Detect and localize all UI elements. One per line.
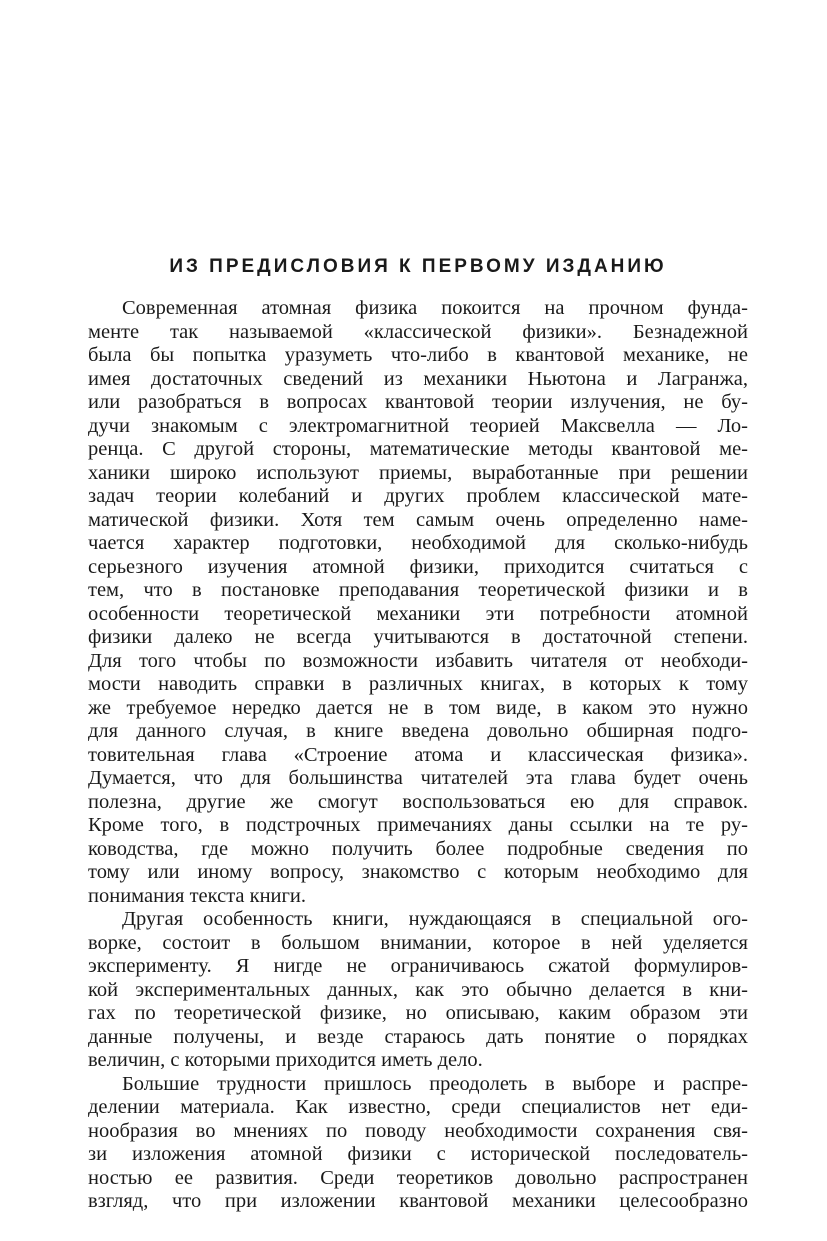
text-line: ностью ее развития. Среди теоретиков довольно распространен [88, 1166, 748, 1189]
text-line: ворке, состоит в большом внимании, которое в ней уделяется [88, 931, 748, 954]
text-line: зи изложения атомной физики с исторической последователь- [88, 1143, 748, 1165]
text-line: тем, что в постановке преподавания теоретической физики и в [88, 579, 748, 601]
text-line: нообразия во мнениях по поводу необходимости сохранения свя- [88, 1119, 748, 1142]
text-line: кой экспериментальных данных, как это обычно делается в кни- [88, 978, 748, 1001]
text-line: задач теории колебаний и других проблем классической мате- [88, 485, 748, 507]
text-line: гах по теоретической физике, но описываю, каким образом эти [88, 1002, 748, 1024]
text-line: или разобраться в вопросах квантовой теории излучения, не бу- [88, 391, 748, 413]
text-line: Думается, что для большинства читателей эта глава будет очень [88, 767, 748, 789]
text-line: делении материала. Как известно, среди специалистов нет еди- [88, 1096, 748, 1118]
text-line: данные получены, и везде стараюсь дать понятие о порядках [88, 1025, 748, 1048]
text-line: Современная атомная физика покоится на прочном фунда- [122, 297, 748, 319]
text-line: величин, с которыми приходится иметь дело. [88, 1049, 483, 1071]
text-line: особенности теоретической механики эти потребности атомной [88, 602, 748, 625]
text-line: полезна, другие же смогут воспользоваться ею для справок. [88, 790, 748, 813]
text-line: взгляд, что при изложении квантовой механики целесообразно [88, 1190, 748, 1212]
section-heading: ИЗ ПРЕДИСЛОВИЯ К ПЕРВОМУ ИЗДАНИЮ [169, 256, 667, 277]
text-line: товительная глава «Строение атома и классическая физика». [88, 743, 748, 766]
text-line: же требуемое нередко дается не в том виде, в каком это нужно [88, 696, 748, 719]
text-line: Другая особенность книги, нуждающаяся в специальной ого- [122, 908, 748, 930]
text-line: Кроме того, в подстрочных примечаниях даны ссылки на те ру- [88, 814, 748, 836]
text-line: дучи знакомым с электромагнитной теорией Максвелла — Ло- [88, 414, 748, 437]
text-line: мости наводить справки в различных книгах, в которых к тому [88, 673, 748, 695]
text-line: Для того чтобы по возможности избавить читателя от необходи- [88, 649, 748, 672]
text-line: была бы попытка уразуметь что-либо в квантовой механике, не [88, 344, 748, 366]
text-line: серьезного изучения атомной физики, приходится считаться с [88, 555, 748, 578]
text-line: эксперименту. Я нигде не ограничиваюсь сжатой формулиров- [88, 955, 748, 977]
text-line: понимания текста книги. [88, 884, 307, 907]
preface-body [88, 297, 748, 1214]
text-line: матической физики. Хотя тем самым очень определенно наме- [88, 508, 748, 531]
text-line: чается характер подготовки, необходимой для сколько-нибудь [88, 532, 748, 554]
text-line: Большие трудности пришлось преодолеть в выборе и распре- [122, 1072, 748, 1095]
text-line: тому или иному вопросу, знакомство с которым необходимо для [88, 861, 748, 883]
text-line: для данного случая, в книге введена довольно обширная подго- [88, 720, 748, 742]
text-line: имея достаточных сведений из механики Ньютона и Лагранжа, [88, 367, 748, 390]
text-line: ренца. С другой стороны, математические методы квантовой ме- [88, 438, 748, 460]
text-line: ководства, где можно получить более подробные сведения по [88, 837, 748, 860]
text-line: физики далеко не всегда учитываются в достаточной степени. [88, 626, 748, 648]
text-line: менте так называемой «классической физики». Безнадежной [88, 320, 748, 343]
text-line: ханики широко используют приемы, выработанные при решении [88, 461, 748, 484]
